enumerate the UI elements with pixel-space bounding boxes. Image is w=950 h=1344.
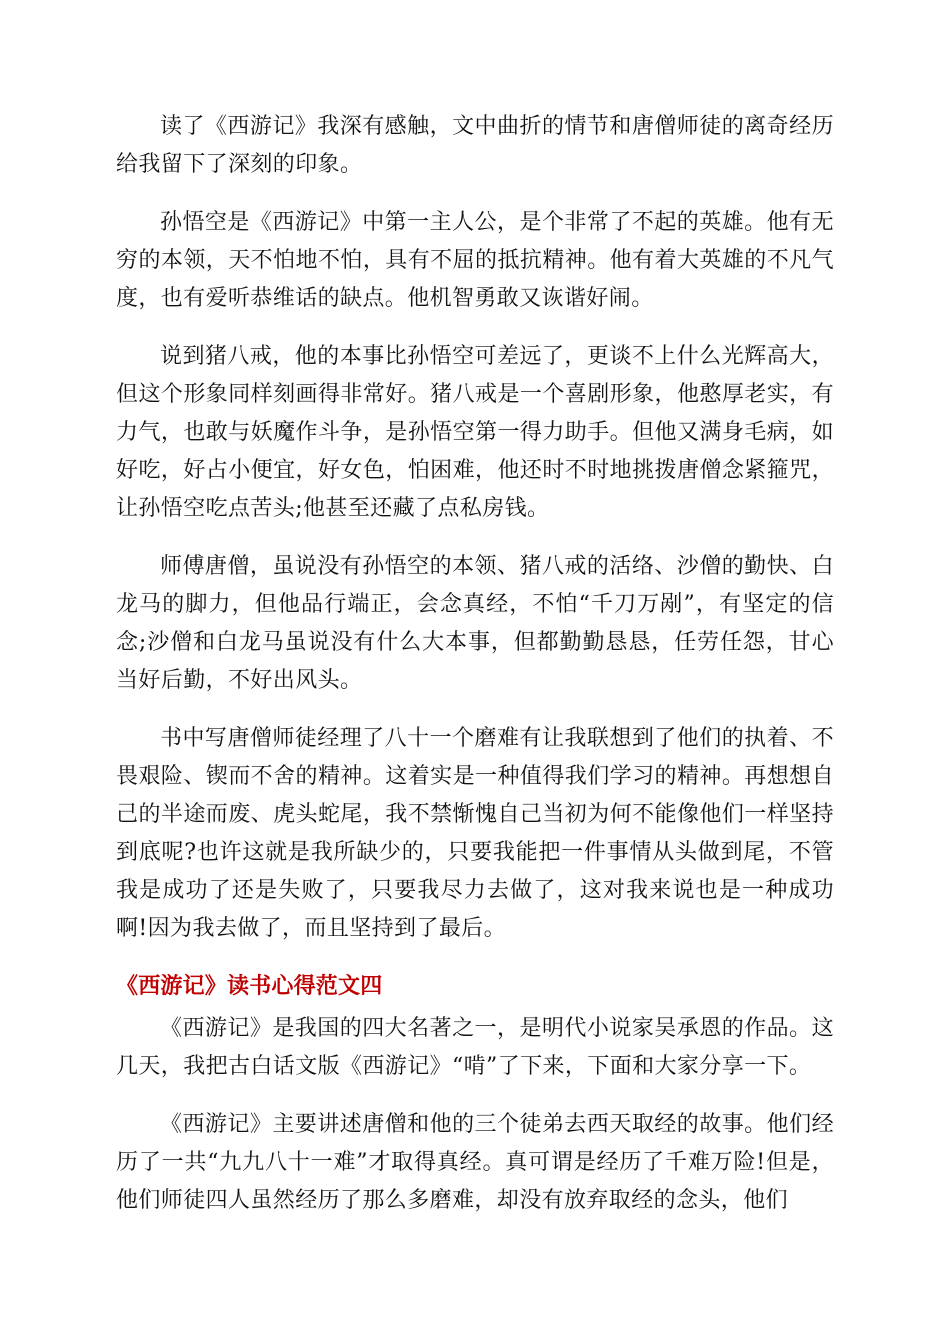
paragraph-2: 孙悟空是《西游记》中第一主人公，是个非常了不起的英雄。他有无穷的本领，天不怕地不怕，具有不屈的抵抗精神。他有着大英雄的不凡气度，也有爱听恭维话的缺点。他机智勇敢又诙谐好闹。 [116, 210, 834, 311]
paragraph-3: 说到猪八戒，他的本事比孙悟空可差远了，更谈不上什么光辉高大，但这个形象同样刻画得非常好。猪八戒是一个喜剧形象，他憨厚老实，有力气，也敢与妖魔作斗争，是孙悟空第一得力助手。但他又满身毛病，如好吃，好占小便宜，好女色，怕困难，他还时不时地挑拨唐僧念紧箍咒，让孙悟空吃点苦头;他甚至还藏了点私房钱。 [116, 344, 834, 521]
paragraph-4: 师傅唐僧，虽说没有孙悟空的本领、猪八戒的活络、沙僧的勤快、白龙马的脚力，但他品行端正，会念真经，不怕“千刀万剐”，有坚定的信念;沙僧和白龙马虽说没有什么大本事，但都勤勤恳恳，任劳任怨，甘心当好后勤，不好出风头。 [116, 554, 834, 693]
paragraph-7: 《西游记》主要讲述唐僧和他的三个徒弟去西天取经的故事。他们经历了一共“九九八十一难”才取得真经。真可谓是经历了千难万险!但是，他们师徒四人虽然经历了那么多磨难，却没有放弃取经的念头，他们 [116, 1112, 834, 1213]
paragraph-6: 《西游记》是我国的四大名著之一，是明代小说家吴承恩的作品。这几天，我把古白话文版《西游记》“啃”了下来，下面和大家分享一下。 [116, 1016, 834, 1079]
section-heading: 《西游记》读书心得范文四 [116, 974, 383, 999]
document-body [116, 108, 834, 1240]
paragraph-5: 书中写唐僧师徒经理了八十一个磨难有让我联想到了他们的执着、不畏艰险、锲而不舍的精神。这着实是一种值得我们学习的精神。再想想自己的半途而废、虎头蛇尾，我不禁惭愧自己当初为何不能像他们一样坚持到底呢?也许这就是我所缺少的，只要我能把一件事情从头做到尾，不管我是成功了还是失败了，只要我尽力去做了，这对我来说也是一种成功啊!因为我去做了，而且坚持到了最后。 [116, 726, 834, 941]
paragraph-1: 读了《西游记》我深有感触，文中曲折的情节和唐僧师徒的离奇经历给我留下了深刻的印象。 [116, 114, 834, 177]
